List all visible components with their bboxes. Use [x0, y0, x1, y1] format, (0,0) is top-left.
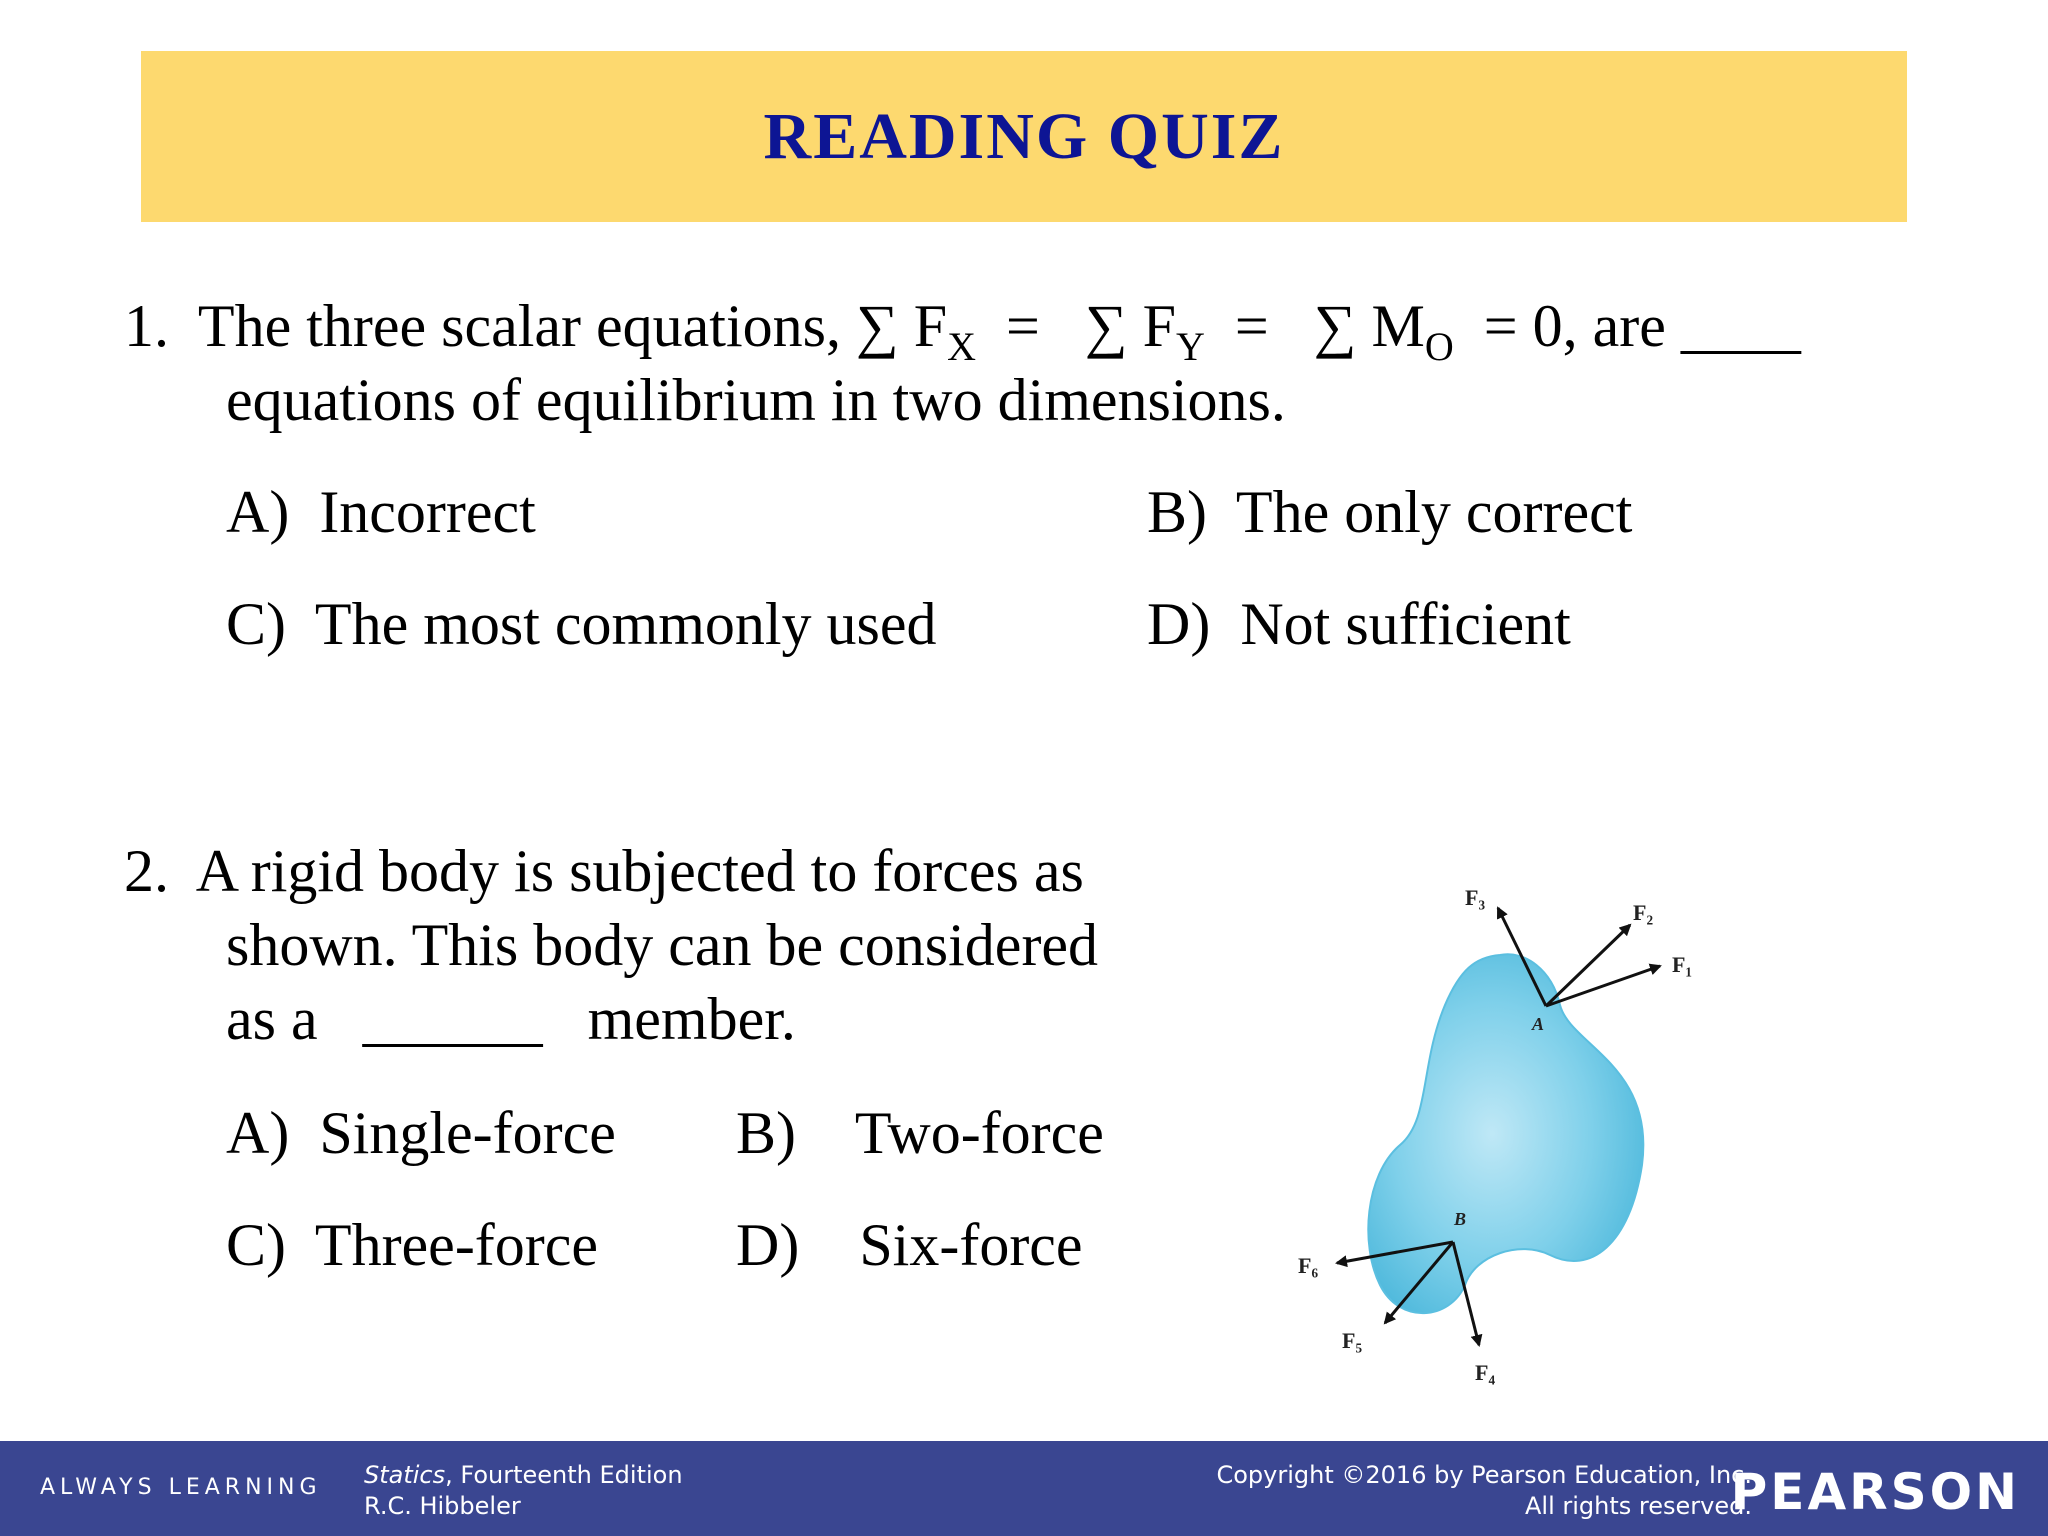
question-1-option-b[interactable] [1147, 474, 1632, 550]
sum-symbol: ∑ [855, 293, 899, 359]
option-text: Two-force [854, 1100, 1104, 1166]
copyright-text: Copyright ©2016 by Pearson Education, Inc. [1216, 1461, 1752, 1489]
question-1-option-a[interactable] [226, 474, 536, 550]
sum-symbol: ∑ [1313, 293, 1357, 359]
rights-text: All rights reserved. [1525, 1492, 1752, 1520]
question-2-option-d[interactable] [736, 1207, 1083, 1283]
subscript-y: Y [1176, 324, 1205, 369]
question-2-line-2: shown. This body can be considered [226, 912, 1099, 978]
option-label: D) [1147, 591, 1211, 657]
question-2-line-3 [226, 981, 796, 1057]
option-label: C) [226, 591, 286, 657]
point-a-label: A [1532, 1014, 1545, 1034]
option-text: Not sufficient [1240, 591, 1571, 657]
force-label: F₁ [1672, 952, 1693, 977]
force-label: F₃ [1465, 885, 1486, 910]
force-symbol: F [913, 293, 948, 359]
subscript-x: X [947, 324, 977, 369]
option-text: The most commonly used [314, 591, 937, 657]
option-text: Three-force [314, 1212, 599, 1278]
question-2-option-b[interactable] [736, 1095, 1104, 1171]
option-text: Single-force [319, 1100, 616, 1166]
force-symbol: F [1142, 293, 1177, 359]
slide-title: READING QUIZ [763, 99, 1285, 173]
question-1-text-start: The three scalar equations, [197, 293, 856, 359]
point-b-label: B [1454, 1209, 1467, 1229]
question-1-line-1 [124, 288, 1801, 369]
equals-sign: = [1006, 293, 1040, 359]
answer-blank: ______ [362, 986, 543, 1052]
footer-bar [0, 1441, 2048, 1536]
book-author: R.C. Hibbeler [364, 1492, 521, 1520]
equals-sign: = [1234, 293, 1269, 359]
force-label: F₅ [1342, 1328, 1363, 1353]
force-arrow [1546, 925, 1630, 1006]
question-1-line-2: equations of equilibrium in two dimensions. [226, 367, 1286, 433]
option-label: C) [226, 1212, 286, 1278]
question-2-text: member. [587, 986, 796, 1052]
question-1-option-d[interactable] [1147, 586, 1571, 662]
force-label: F₆ [1298, 1253, 1319, 1278]
option-label: A) [226, 1100, 290, 1166]
option-label: D) [736, 1212, 800, 1278]
option-text: Incorrect [319, 479, 536, 545]
title-banner [141, 51, 1907, 222]
question-1-text-end: = 0, are ____ [1483, 293, 1801, 359]
option-label: B) [1147, 479, 1207, 545]
rigid-body-shape [1368, 954, 1643, 1313]
copyright-block [1216, 1460, 1752, 1522]
question-2-text: as a [226, 986, 318, 1052]
force-arrow [1546, 966, 1660, 1006]
question-2-option-a[interactable] [226, 1095, 616, 1171]
rigid-body-figure [1270, 855, 1710, 1415]
book-title: Statics [364, 1461, 446, 1489]
book-info [364, 1460, 683, 1522]
question-2-line-1 [124, 833, 1084, 909]
option-text: The only correct [1235, 479, 1633, 545]
moment-symbol: M [1371, 293, 1425, 359]
footer-tagline: ALWAYS LEARNING [40, 1475, 322, 1500]
book-edition: , Fourteenth Edition [445, 1461, 683, 1489]
option-label: A) [226, 479, 290, 545]
question-2-number: 2. [124, 838, 169, 904]
pearson-logo: PEARSON [1730, 1463, 2020, 1521]
force-label: F₂ [1633, 900, 1654, 925]
question-2-option-c[interactable] [226, 1207, 598, 1283]
sum-symbol: ∑ [1084, 293, 1128, 359]
subscript-o: O [1424, 324, 1454, 369]
option-label: B) [736, 1100, 796, 1166]
force-label: F₄ [1475, 1360, 1496, 1385]
question-2-text: A rigid body is subjected to forces as [195, 838, 1084, 904]
option-text: Six-force [859, 1212, 1083, 1278]
question-1-option-c[interactable] [226, 586, 937, 662]
question-1-number: 1. [124, 293, 169, 359]
